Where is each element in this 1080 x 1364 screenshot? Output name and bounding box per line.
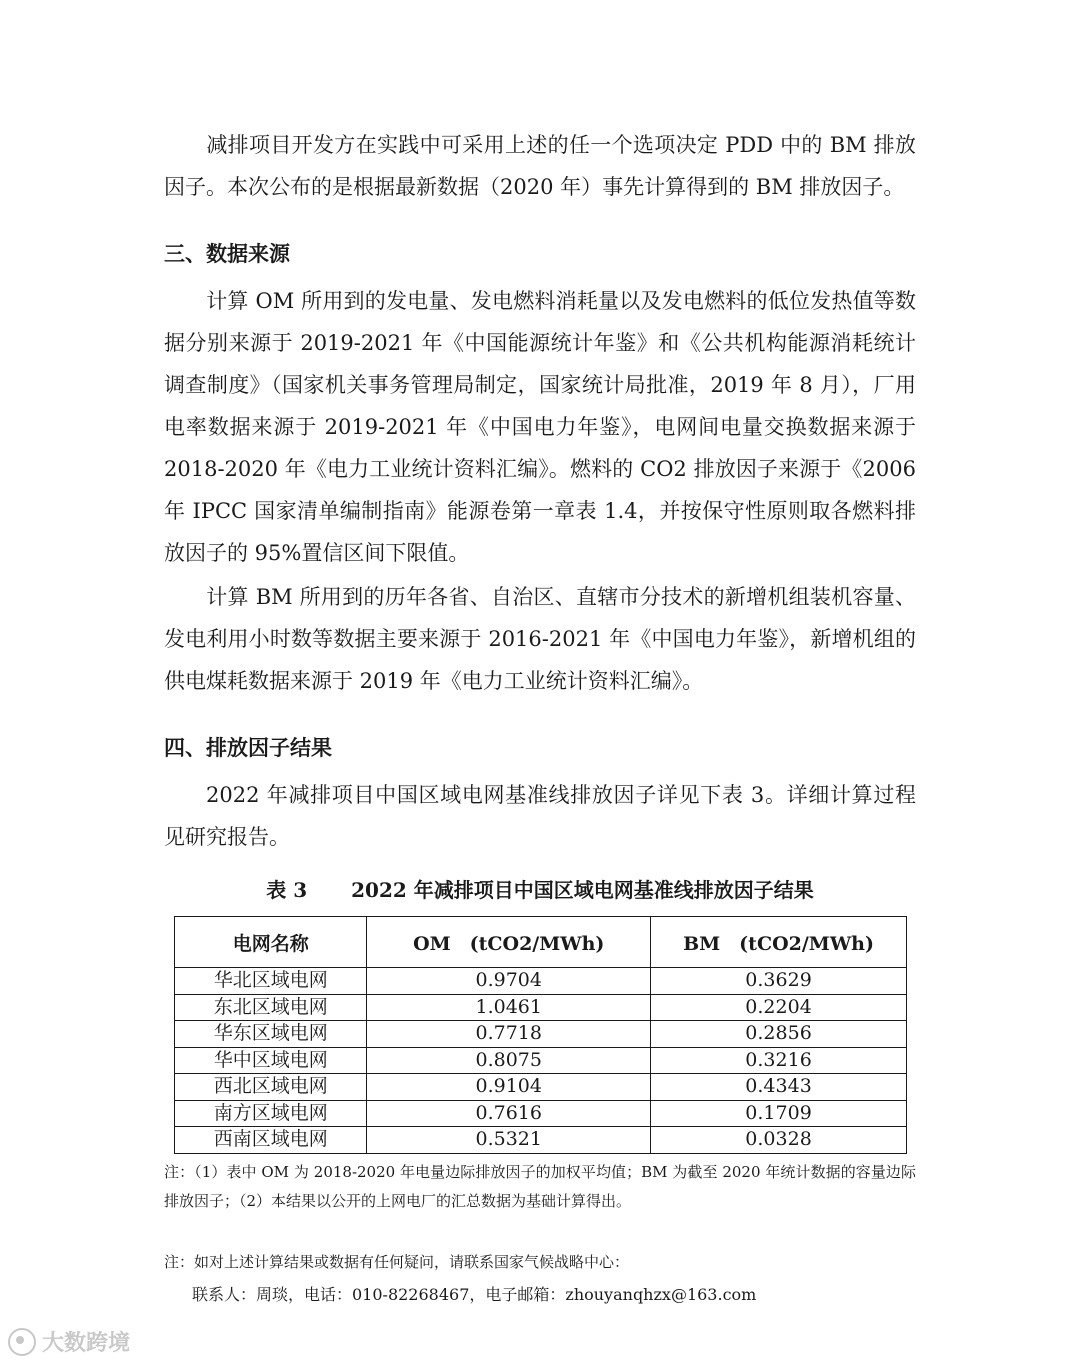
table-row xyxy=(175,1074,907,1101)
bm-value-cell: 0.4343 xyxy=(651,1074,907,1101)
paragraph-results-intro xyxy=(164,774,916,858)
paragraph-bm-options xyxy=(164,124,916,208)
om-value-cell: 0.9704 xyxy=(367,968,651,995)
paragraph-bm-sources xyxy=(164,576,916,702)
paragraph-text: 2022 年减排项目中国区域电网基准线排放因子详见下表 3。详细计算过程见研究报告。 xyxy=(164,783,916,849)
grid-name-cell: 东北区域电网 xyxy=(175,994,367,1021)
bm-value-cell: 0.0328 xyxy=(651,1127,907,1154)
section-heading-data-sources: 三、数据来源 xyxy=(164,242,290,266)
table-row xyxy=(175,968,907,995)
watermark xyxy=(8,1326,130,1357)
om-value-cell: 0.7718 xyxy=(367,1021,651,1048)
table-footnote: 注：（1）表中 OM 为 2018-2020 年电量边际排放因子的加权平均值；BM 为截至 2020 年统计数据的容量边际排放因子；（2）本结果以公开的上网电厂的汇总数据为基础计算得出。 xyxy=(164,1163,916,1210)
bm-value-cell: 0.1709 xyxy=(651,1100,907,1127)
grid-name-cell: 西南区域电网 xyxy=(175,1127,367,1154)
grid-name-cell: 南方区域电网 xyxy=(175,1100,367,1127)
table-row xyxy=(175,994,907,1021)
table-header-row xyxy=(175,917,907,968)
grid-name-cell: 西北区域电网 xyxy=(175,1074,367,1101)
paragraph-text: 计算 OM 所用到的发电量、发电燃料消耗量以及发电燃料的低位发热值等数据分别来源于 2019-2021 年《中国能源统计年鉴》和《公共机构能源消耗统计调查制度》（国家机关事务管理局制定，国家统计局批准，2019 年 8 月），厂用电率数据来源于 2019-2021 年《中国电力年鉴》，电网间电量交换数据来源于 2018-2020 年《电力工业统计资料汇编》。燃料的 CO2 排放因子来源于《2006 年 IPCC 国家清单编制指南》能源卷第一章表 1.4，并按保守性原则取各燃料排放因子的 95%置信区间下限值。 xyxy=(164,289,916,565)
om-value-cell: 1.0461 xyxy=(367,994,651,1021)
om-value-cell: 0.9104 xyxy=(367,1074,651,1101)
paragraph-text: 减排项目开发方在实践中可采用上述的任一个选项决定 PDD 中的 BM 排放因子。本次公布的是根据最新数据（2020 年）事先计算得到的 BM 排放因子。 xyxy=(164,133,916,199)
header-bm: BM (tCO2/MWh) xyxy=(651,917,907,968)
table-row xyxy=(175,1127,907,1154)
section-heading-results: 四、排放因子结果 xyxy=(164,736,332,760)
watermark-text: 大数跨境 xyxy=(42,1331,131,1356)
table-row xyxy=(175,1021,907,1048)
table-caption-label: 表 3 xyxy=(266,878,308,902)
grid-name-cell: 华北区域电网 xyxy=(175,968,367,995)
header-grid-name: 电网名称 xyxy=(175,917,367,968)
grid-name-cell: 华中区域电网 xyxy=(175,1047,367,1074)
om-value-cell: 0.7616 xyxy=(367,1100,651,1127)
bm-value-cell: 0.2204 xyxy=(651,994,907,1021)
bm-value-cell: 0.3629 xyxy=(651,968,907,995)
bm-value-cell: 0.3216 xyxy=(651,1047,907,1074)
contact-note: 注：如对上述计算结果或数据有任何疑问，请联系国家气候战略中心： xyxy=(164,1253,630,1271)
paragraph-om-sources xyxy=(164,280,916,574)
bm-value-cell: 0.2856 xyxy=(651,1021,907,1048)
table-row xyxy=(175,1047,907,1074)
brand-logo-icon xyxy=(8,1328,36,1356)
contact-line: 联系人：周琰，电话：010-82268467，电子邮箱：zhouyanqhzx@163.com xyxy=(192,1285,757,1304)
paragraph-text: 计算 BM 所用到的历年各省、自治区、直辖市分技术的新增机组装机容量、发电利用小时数等数据主要来源于 2016-2021 年《中国电力年鉴》，新增机组的供电煤耗数据来源于 2019 年《电力工业统计资料汇编》。 xyxy=(164,585,916,693)
header-om: OM (tCO2/MWh) xyxy=(367,917,651,968)
grid-name-cell: 华东区域电网 xyxy=(175,1021,367,1048)
table-caption-title: 2022 年减排项目中国区域电网基准线排放因子结果 xyxy=(351,878,814,902)
emission-factor-table xyxy=(174,916,907,1154)
om-value-cell: 0.8075 xyxy=(367,1047,651,1074)
table-row xyxy=(175,1100,907,1127)
table-caption xyxy=(0,874,1080,903)
om-value-cell: 0.5321 xyxy=(367,1127,651,1154)
